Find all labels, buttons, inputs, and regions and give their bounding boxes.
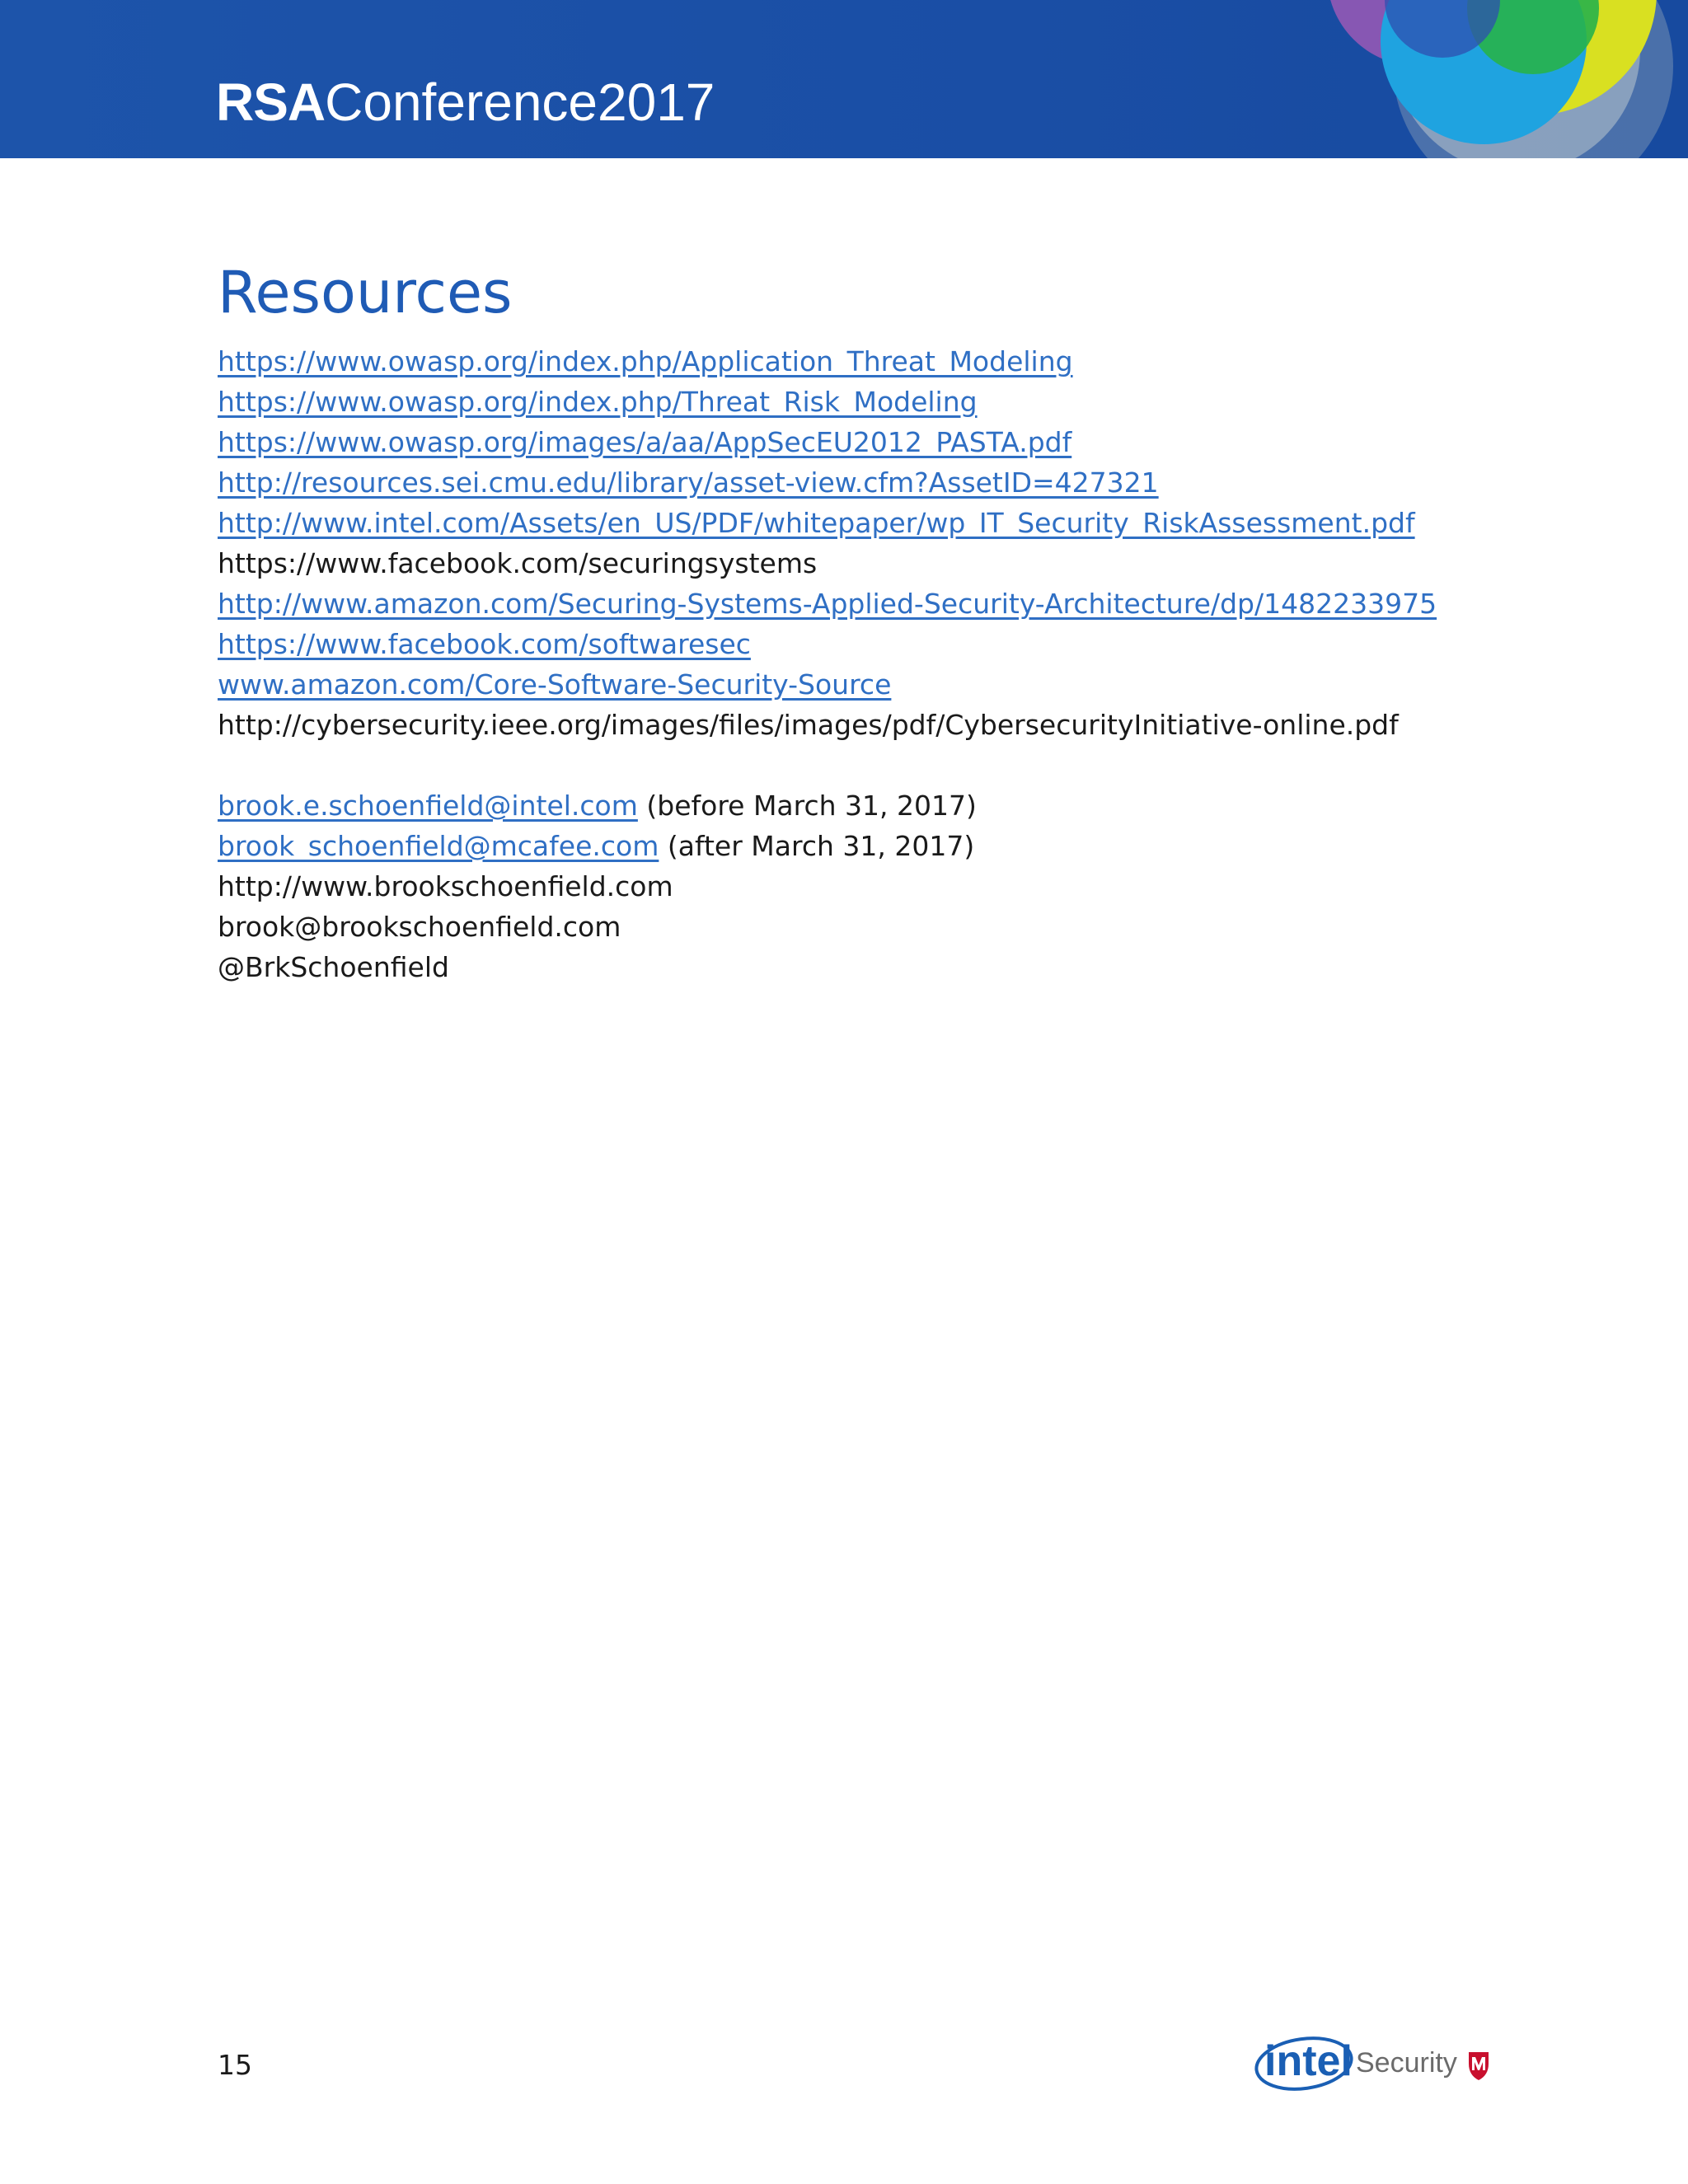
email-personal-text: brook@brookschoenfield.com: [218, 911, 621, 943]
twitter-handle-text: @BrkSchoenfield: [218, 951, 449, 983]
header-banner: [0, 0, 1688, 158]
resource-list: [218, 341, 1503, 745]
resource-link[interactable]: http://www.amazon.com/Securing-Systems-Applied-Security-Architecture/dp/1482233975: [218, 588, 1437, 620]
resource-line: [218, 503, 1503, 543]
contact-line-mcafee: [218, 826, 1503, 866]
email-mcafee-note: (after March 31, 2017): [659, 830, 975, 862]
logo-rsa-text: RSA: [216, 73, 326, 132]
resource-link[interactable]: https://www.owasp.org/images/a/aa/AppSecEU2012_PASTA.pdf: [218, 426, 1072, 458]
resource-link[interactable]: https://www.owasp.org/index.php/Threat_Risk_Modeling: [218, 386, 978, 418]
resource-link[interactable]: https://www.facebook.com/softwaresec: [218, 628, 751, 660]
resource-line: [218, 462, 1503, 503]
resource-link[interactable]: http://www.intel.com/Assets/en_US/PDF/whitepaper/wp_IT_Security_RiskAssessment.pdf: [218, 507, 1415, 539]
spacer: [218, 745, 1503, 785]
email-link-intel[interactable]: brook.e.schoenfield@intel.com: [218, 790, 638, 822]
contact-line-intel: [218, 785, 1503, 826]
resource-line: [218, 664, 1503, 705]
page-title: Resources: [218, 259, 513, 326]
resource-link[interactable]: http://resources.sei.cmu.edu/library/asset-view.cfm?AssetID=427321: [218, 466, 1159, 499]
email-intel-note: (before March 31, 2017): [637, 790, 977, 822]
mcafee-shield-icon: [1469, 2052, 1489, 2080]
resource-line: [218, 341, 1503, 382]
decorative-circles-graphic: [1261, 0, 1688, 158]
page-number: 15: [218, 2049, 252, 2081]
resource-line: [218, 583, 1503, 624]
resource-line: [218, 705, 1503, 745]
resources-section: [218, 259, 1503, 987]
resource-text: http://cybersecurity.ieee.org/images/files/images/pdf/CybersecurityInitiative-online.pdf: [218, 709, 1399, 741]
intel-brand-text: intel: [1264, 2037, 1353, 2085]
email-link-mcafee[interactable]: brook_schoenfield@mcafee.com: [218, 830, 659, 862]
resource-line: [218, 624, 1503, 664]
security-brand-text: Security: [1356, 2047, 1457, 2079]
website-text: http://www.brookschoenfield.com: [218, 870, 673, 902]
resource-line: [218, 543, 1503, 583]
resource-line: [218, 422, 1503, 462]
resource-link[interactable]: https://www.owasp.org/index.php/Application_Threat_Modeling: [218, 345, 1073, 377]
resource-link[interactable]: www.amazon.com/Core-Software-Security-Source: [218, 668, 892, 701]
resource-text: https://www.facebook.com/securingsystems: [218, 547, 818, 579]
intel-security-logo: [1253, 2021, 1500, 2095]
logo-conference-text: Conference2017: [325, 73, 715, 132]
rsa-conference-logo: [216, 73, 715, 132]
resource-line: [218, 382, 1503, 422]
